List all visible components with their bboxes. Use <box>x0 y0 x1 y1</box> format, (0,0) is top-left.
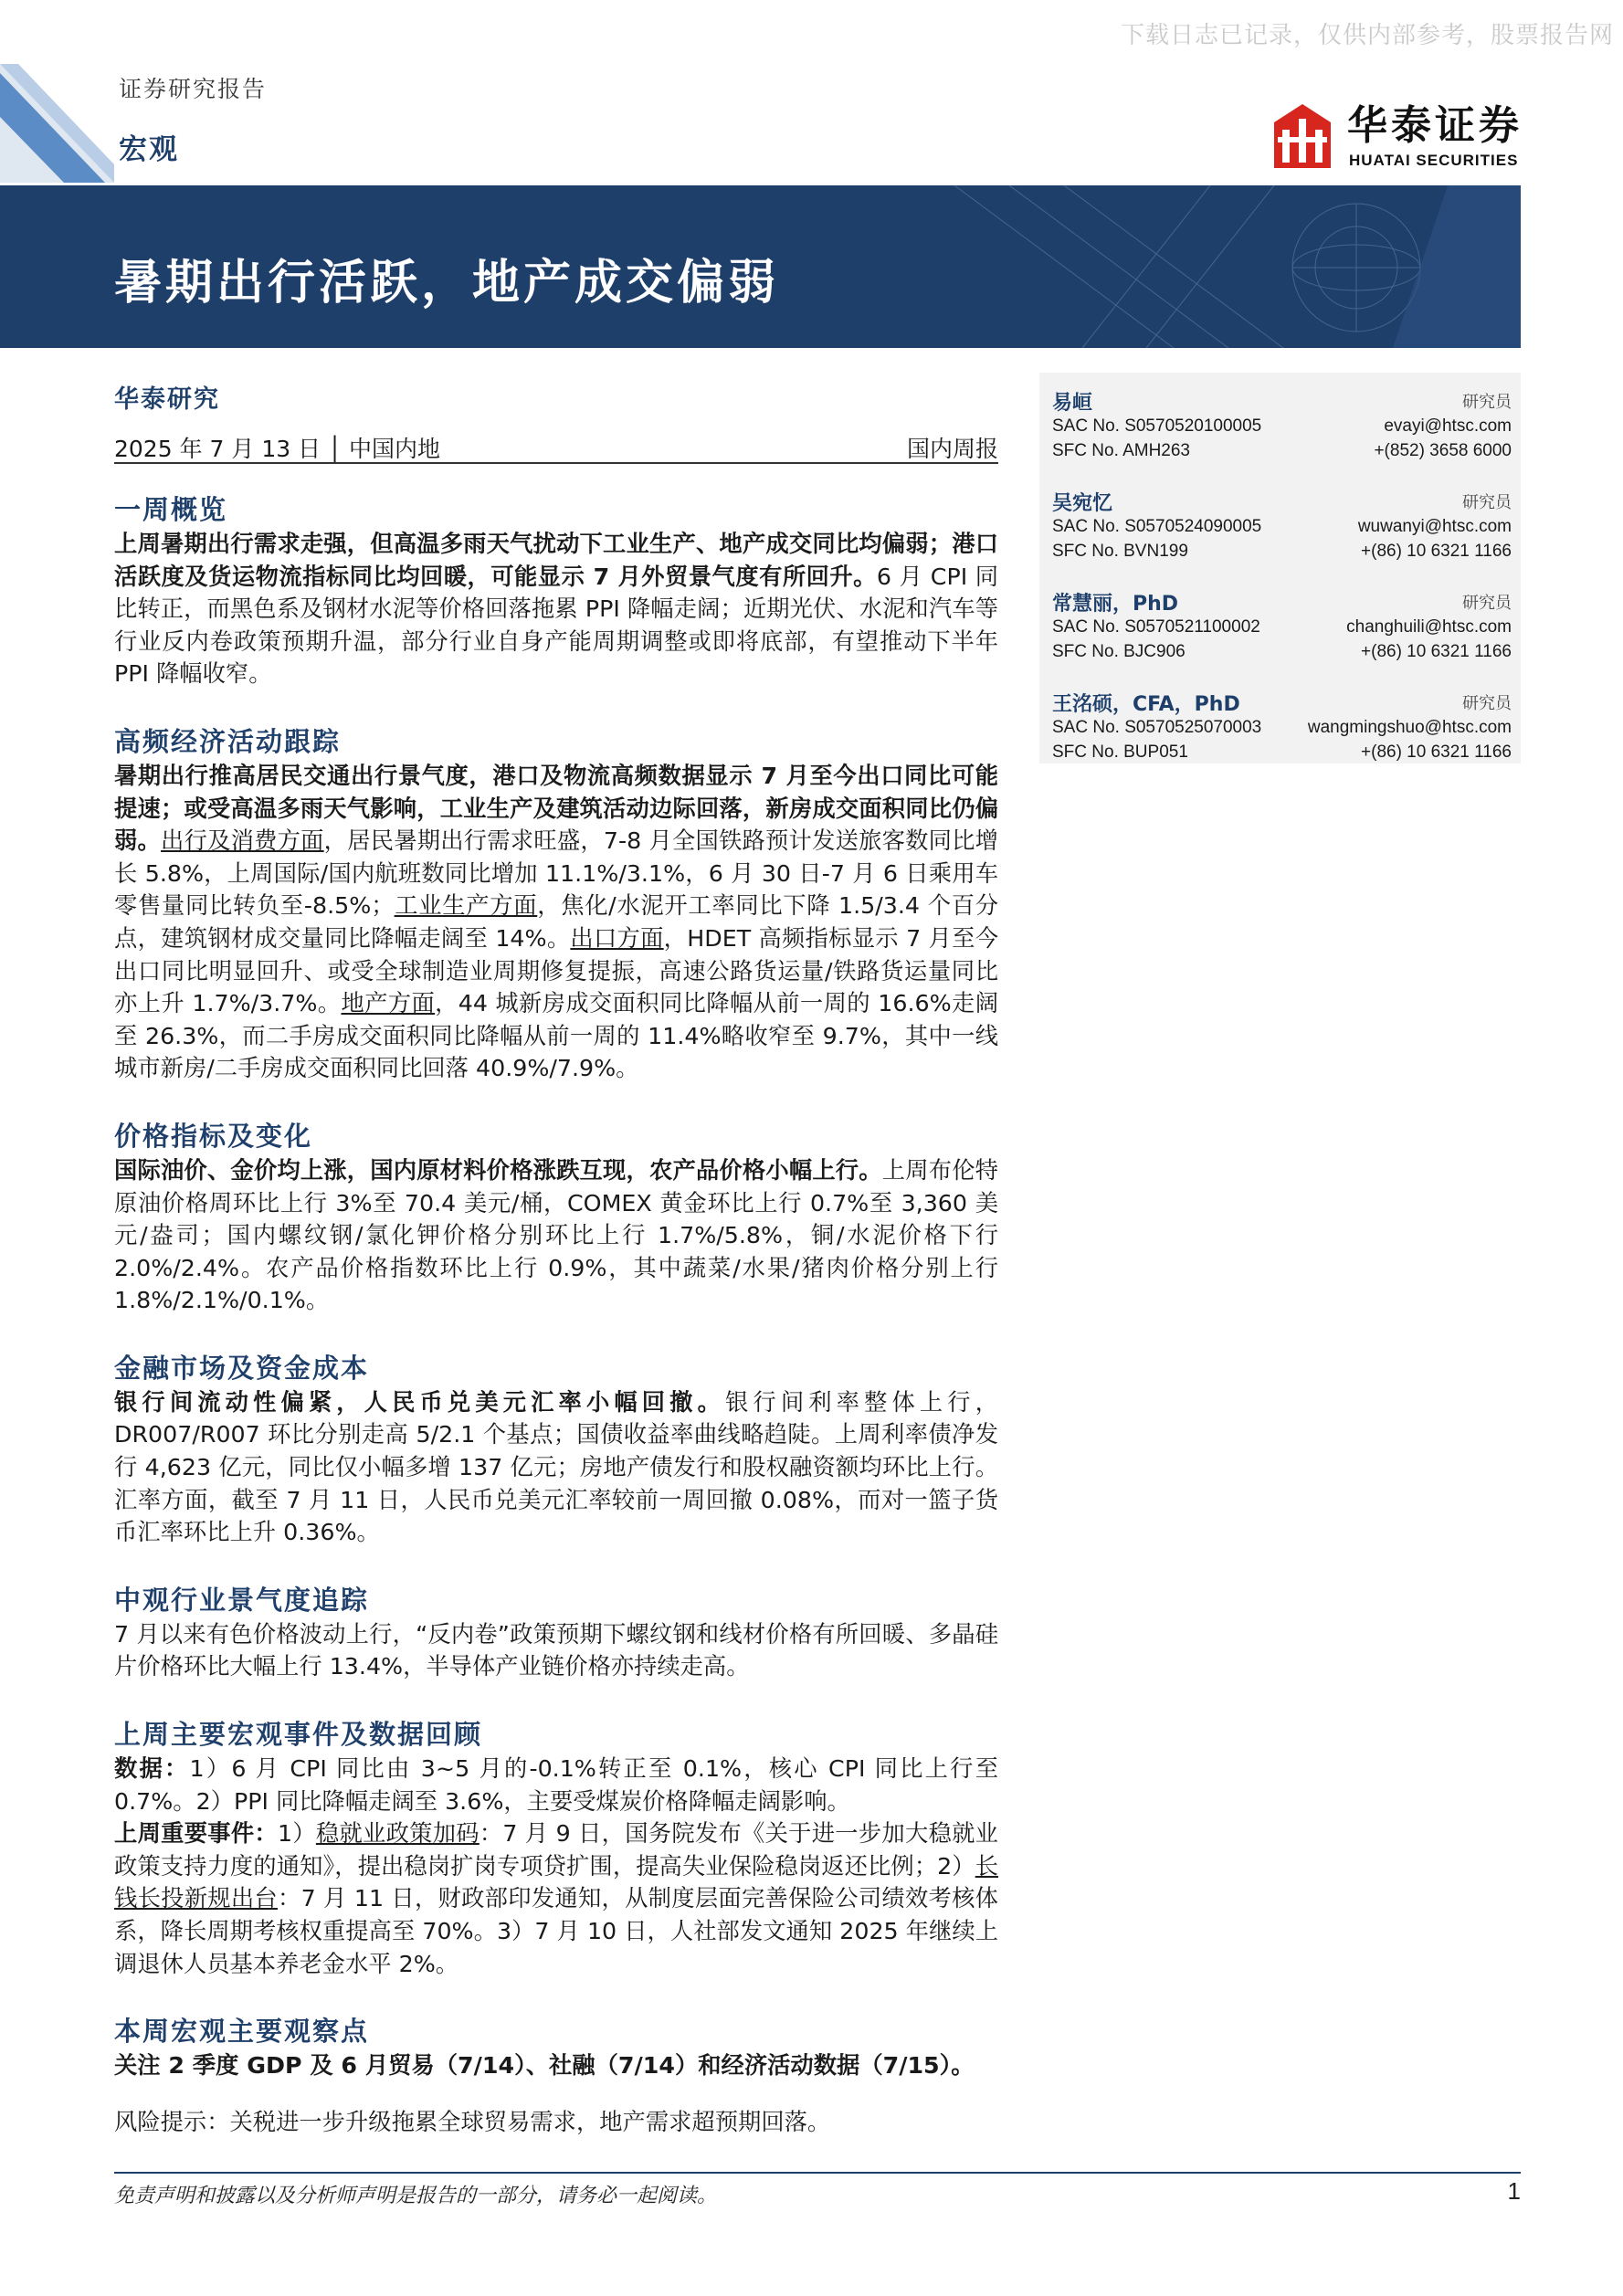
analyst-sfc: SFC No. AMH263 <box>1052 441 1190 460</box>
section-body-prices <box>114 1154 998 1317</box>
data-text: 1）6 月 CPI 同比由 3~5 月的-0.1%转正至 0.1%，核心 CPI 同比上行至 0.7%。2）PPI 同比降幅走阔至 3.6%，主要受煤炭价格降幅走阔影响。 <box>114 1755 998 1815</box>
huatai-logo-icon <box>1272 102 1333 170</box>
page-number: 1 <box>1507 2177 1521 2205</box>
analyst-phone: +(86) 10 6321 1166 <box>1361 642 1512 661</box>
analyst-card <box>1052 685 1512 785</box>
event-2-text: ：7 月 11 日，财政部印发通知，从制度层面完善保险公司绩效考核体系，降长周期考核权重提高至 70%。3）7 月 10 日，人社部发文通知 2025 年继续上调退休人员基本养老金水平 2%。 <box>114 1885 998 1977</box>
report-series: 国内周报 <box>906 436 998 462</box>
events-label: 上周重要事件： <box>114 1820 278 1848</box>
analyst-name: 易峘 <box>1052 392 1093 415</box>
highfreq-travel-text: ，居民暑期出行需求旺盛，7-8 月全国铁路预计发送旅客数同比增长 5.8%，上周国际/国内航班数同比增加 11.1%/3.1%，6 月 30 日-7 月 6 日乘用车零售量同比转负至-8.5%； <box>114 827 998 920</box>
section-heading-events: 上周主要宏观事件及数据回顾 <box>114 1719 483 1751</box>
highfreq-industry-label: 工业生产方面 <box>394 892 538 920</box>
highfreq-export-text: ，HDET 高频指标显示 7 月至今出口同比明显回升、或受全球制造业周期修复提振，高速公路货运量/铁路货运量同比亦上升 1.7%/3.7%。 <box>114 924 998 1017</box>
section-heading-highfreq: 高频经济活动跟踪 <box>114 725 342 757</box>
analyst-role: 研究员 <box>1462 594 1512 613</box>
huatai-logo <box>1272 102 1528 174</box>
analyst-sfc: SFC No. BJC906 <box>1052 642 1186 661</box>
logo-text-en: HUATAI SECURITIES <box>1349 152 1519 169</box>
event-1-title: 稳就业政策加码 <box>315 1820 480 1848</box>
overview-text: 6 月 CPI 同比转正，而黑色系及钢材水泥等价格回落拖累 PPI 降幅走阔；近期光伏、水泥和汽车等行业反内卷政策预期升温，部分行业自身产能周期调整或即将底部，有望推动下半年 PPI 降幅收窄。 <box>114 563 998 688</box>
highfreq-industry-text: ，焦化/水泥开工率同比下降 1.5/3.4 个百分点，建筑钢材成交量同比降幅走阔至 14%。 <box>114 892 998 952</box>
event-1-text: ：7 月 9 日，国务院发布《关于进一步加大稳就业政策支持力度的通知》，提出稳岗扩岗专项贷扩围，提高失业保险稳岗返还比例；2） <box>114 1820 998 1880</box>
corner-decoration <box>0 64 114 183</box>
event-2-title: 长钱长投新规出台 <box>114 1852 998 1912</box>
report-date: 2025 年 7 月 13 日 │ 中国内地 <box>114 436 441 462</box>
analyst-phone: +(86) 10 6321 1166 <box>1361 542 1512 561</box>
analyst-sac: SAC No. S0570521100002 <box>1052 617 1260 637</box>
analyst-phone: +(86) 10 6321 1166 <box>1361 743 1512 762</box>
analyst-name: 王洺硕，CFA，PhD <box>1052 693 1240 716</box>
section-body-watch <box>114 2049 998 2082</box>
section-heading-overview: 一周概览 <box>114 494 228 525</box>
research-label: 华泰研究 <box>114 385 220 414</box>
analyst-email[interactable]: changhuili@htsc.com <box>1346 617 1512 637</box>
analyst-sfc: SFC No. BUP051 <box>1052 743 1188 762</box>
analyst-email[interactable]: wuwanyi@htsc.com <box>1357 517 1512 536</box>
watch-bold: 关注 2 季度 GDP 及 6 月贸易（7/14）、社融（7/14）和经济活动数据（7/15）。 <box>114 2052 975 2080</box>
title-banner <box>0 185 1521 348</box>
category-label: 宏观 <box>119 133 179 166</box>
analyst-phone: +(852) 3658 6000 <box>1374 441 1512 460</box>
highfreq-property-label: 地产方面 <box>341 990 436 1017</box>
analyst-card <box>1052 585 1512 685</box>
footer-divider <box>114 2172 1521 2174</box>
banner-pattern <box>881 185 1521 348</box>
analyst-sac: SAC No. S0570524090005 <box>1052 517 1262 536</box>
footer-disclaimer: 免责声明和披露以及分析师声明是报告的一部分，请务必一起阅读。 <box>114 2185 718 2207</box>
section-body-industry <box>114 1618 998 1683</box>
analyst-card <box>1052 384 1512 484</box>
analyst-name: 吴宛忆 <box>1052 492 1113 515</box>
section-body-overview <box>114 528 998 690</box>
event-1-prefix: 1） <box>277 1820 316 1848</box>
logo-text-cn: 华泰证券 <box>1347 102 1523 149</box>
report-title: 暑期出行活跃，地产成交偏弱 <box>114 255 780 311</box>
section-body-events <box>114 1817 998 1980</box>
prices-text: 上周布伦特原油价格周环比上行 3%至 70.4 美元/桶，COMEX 黄金环比上行 0.7%至 3,360 美元/盎司；国内螺纹钢/氯化钾价格分别环比上行 1.7%/5.8%，铜/水泥价格下行 2.0%/2.4%。农产品价格指数环比上行 0.9%，其中蔬菜/水果/猪肉价格分别上行 1.8%/2.1%/0.1%。 <box>114 1156 998 1314</box>
section-heading-prices: 价格指标及变化 <box>114 1120 313 1152</box>
highfreq-bold: 暑期出行推高居民交通出行景气度，港口及物流高频数据显示 7 月至今出口同比可能提速；或受高温多雨天气影响，工业生产及建筑活动边际回落，新房成交面积同比仍偏弱。 <box>114 762 998 855</box>
data-label: 数据： <box>114 1755 190 1783</box>
section-body-highfreq <box>114 760 998 1085</box>
finance-bold: 银行间流动性偏紧，人民币兑美元汇率小幅回撤。 <box>114 1388 725 1416</box>
analyst-email[interactable]: wangmingshuo@htsc.com <box>1307 718 1512 737</box>
highfreq-property-text: ，44 城新房成交面积同比降幅从前一周的 16.6%走阔至 26.3%，而二手房成交面积同比降幅从前一周的 11.4%略收窄至 9.7%，其中一线城市新房/二手房成交面积同比回落 40.9%/7.9%。 <box>114 990 998 1082</box>
section-body-finance <box>114 1386 998 1549</box>
analyst-role: 研究员 <box>1462 694 1512 713</box>
analyst-role: 研究员 <box>1462 493 1512 512</box>
analyst-sac: SAC No. S0570520100005 <box>1052 416 1262 436</box>
overview-bold: 上周暑期出行需求走强，但高温多雨天气扰动下工业生产、地产成交同比均偏弱；港口活跃度及货运物流指标同比均回暖，可能显示 7 月外贸景气度有所回升。 <box>114 531 998 590</box>
analyst-sidebar <box>1039 373 1521 764</box>
risk-warning: 风险提示：关税进一步升级拖累全球贸易需求，地产需求超预期回落。 <box>114 2108 831 2135</box>
highfreq-export-label: 出口方面 <box>570 924 664 952</box>
analyst-sfc: SFC No. BVN199 <box>1052 542 1188 561</box>
analyst-card <box>1052 484 1512 585</box>
prices-bold: 国际油价、金价均上涨，国内原材料价格涨跌互现，农产品价格小幅上行。 <box>114 1156 882 1184</box>
section-heading-finance: 金融市场及资金成本 <box>114 1352 370 1384</box>
section-heading-industry: 中观行业景气度追踪 <box>114 1584 370 1616</box>
highfreq-travel-label: 出行及消费方面 <box>161 827 324 855</box>
analyst-email[interactable]: evayi@htsc.com <box>1384 416 1512 436</box>
date-row <box>114 431 998 464</box>
section-heading-watch: 本周宏观主要观察点 <box>114 2016 370 2048</box>
analyst-sac: SAC No. S0570525070003 <box>1052 718 1262 737</box>
report-type-label: 证券研究报告 <box>119 76 268 102</box>
download-log-note: 下载日志已记录，仅供内部参考，股票报告网 <box>1120 22 1614 49</box>
industry-text: 7 月以来有色价格波动上行，“反内卷”政策预期下螺纹钢和线材价格有所回暖、多晶硅片价格环比大幅上行 13.4%，半导体产业链价格亦持续走高。 <box>114 1620 998 1680</box>
main-content <box>114 379 998 2139</box>
section-body-data <box>114 1753 998 1817</box>
analyst-role: 研究员 <box>1462 393 1512 412</box>
analyst-name: 常慧丽，PhD <box>1052 593 1179 616</box>
finance-text: 银行间利率整体上行，DR007/R007 环比分别走高 5/2.1 个基点；国债收益率曲线略趋陡。上周利率债净发行 4,623 亿元，同比仅小幅多增 137 亿元；房地产债发行和股权融资额均环比上行。汇率方面，截至 7 月 11 日，人民币兑美元汇率较前一周回撤 0.08%，而对一篮子货币汇率环比上升 0.36%。 <box>114 1388 998 1546</box>
